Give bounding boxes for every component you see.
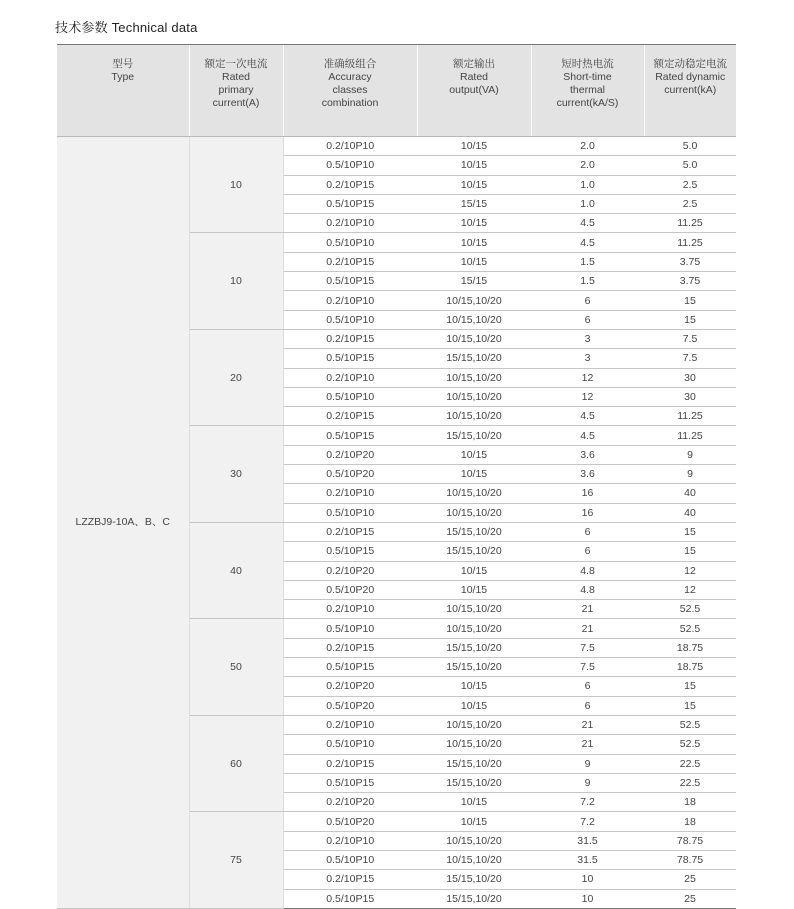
thermal-current-cell: 6 [531,677,644,696]
rated-output-cell: 10/15 [417,812,531,831]
accuracy-class-cell: 0.5/10P15 [283,194,417,213]
thermal-current-cell: 10 [531,889,644,908]
accuracy-class-cell: 0.5/10P20 [283,580,417,599]
accuracy-class-cell: 0.2/10P15 [283,870,417,889]
table-row [57,137,736,156]
header-accuracy-classes: 准确级组合 Accuracy classes combination [283,45,417,137]
thermal-current-cell: 6 [531,542,644,561]
accuracy-class-cell: 0.2/10P10 [283,600,417,619]
accuracy-class-cell: 0.5/10P15 [283,889,417,908]
accuracy-class-cell: 0.5/10P15 [283,658,417,677]
dynamic-current-cell: 3.75 [644,252,736,271]
accuracy-class-cell: 0.2/10P10 [283,214,417,233]
header-rated-dynamic-current: 额定动稳定电流 Rated dynamic current(kA) [644,45,736,137]
rated-output-cell: 10/15 [417,175,531,194]
dynamic-current-cell: 30 [644,368,736,387]
rated-primary-current-cell: 40 [189,522,283,618]
page-title: 技术参数 Technical data [55,20,198,35]
dynamic-current-cell: 52.5 [644,735,736,754]
accuracy-class-cell: 0.2/10P20 [283,445,417,464]
technical-data-table [57,44,736,909]
accuracy-class-cell: 0.5/10P15 [283,272,417,291]
thermal-current-cell: 2.0 [531,137,644,156]
header-type: 型号 Type [57,45,189,137]
dynamic-current-cell: 18.75 [644,658,736,677]
rated-output-cell: 15/15,10/20 [417,870,531,889]
rated-output-cell: 10/15 [417,696,531,715]
thermal-current-cell: 10 [531,870,644,889]
rated-output-cell: 15/15 [417,194,531,213]
rated-output-cell: 10/15,10/20 [417,407,531,426]
rated-output-cell: 10/15,10/20 [417,831,531,850]
rated-output-cell: 10/15 [417,580,531,599]
rated-output-cell: 15/15,10/20 [417,889,531,908]
dynamic-current-cell: 12 [644,580,736,599]
rated-output-cell: 10/15,10/20 [417,310,531,329]
type-cell: LZZBJ9-10A、B、C [57,137,189,909]
rated-output-cell: 10/15,10/20 [417,503,531,522]
dynamic-current-cell: 52.5 [644,600,736,619]
rated-primary-current-cell: 20 [189,329,283,425]
thermal-current-cell: 4.5 [531,407,644,426]
dynamic-current-cell: 78.75 [644,850,736,869]
dynamic-current-cell: 78.75 [644,831,736,850]
dynamic-current-cell: 5.0 [644,137,736,156]
rated-output-cell: 15/15,10/20 [417,542,531,561]
accuracy-class-cell: 0.2/10P20 [283,561,417,580]
accuracy-class-cell: 0.2/10P15 [283,175,417,194]
dynamic-current-cell: 18 [644,793,736,812]
accuracy-class-cell: 0.5/10P20 [283,812,417,831]
accuracy-class-cell: 0.5/10P10 [283,233,417,252]
accuracy-class-cell: 0.5/10P15 [283,426,417,445]
dynamic-current-cell: 11.25 [644,426,736,445]
thermal-current-cell: 4.5 [531,426,644,445]
dynamic-current-cell: 25 [644,870,736,889]
thermal-current-cell: 12 [531,387,644,406]
accuracy-class-cell: 0.5/10P10 [283,735,417,754]
rated-output-cell: 15/15,10/20 [417,349,531,368]
dynamic-current-cell: 2.5 [644,175,736,194]
accuracy-class-cell: 0.5/10P10 [283,156,417,175]
dynamic-current-cell: 40 [644,503,736,522]
thermal-current-cell: 7.2 [531,812,644,831]
thermal-current-cell: 7.2 [531,793,644,812]
thermal-current-cell: 6 [531,696,644,715]
rated-output-cell: 10/15,10/20 [417,329,531,348]
dynamic-current-cell: 15 [644,696,736,715]
thermal-current-cell: 6 [531,291,644,310]
thermal-current-cell: 6 [531,522,644,541]
rated-output-cell: 10/15,10/20 [417,735,531,754]
rated-output-cell: 10/15 [417,156,531,175]
header-row [57,45,736,137]
rated-output-cell: 10/15,10/20 [417,484,531,503]
thermal-current-cell: 7.5 [531,658,644,677]
thermal-current-cell: 3 [531,329,644,348]
thermal-current-cell: 1.5 [531,272,644,291]
accuracy-class-cell: 0.2/10P20 [283,677,417,696]
dynamic-current-cell: 11.25 [644,407,736,426]
dynamic-current-cell: 9 [644,445,736,464]
dynamic-current-cell: 9 [644,465,736,484]
dynamic-current-cell: 18.75 [644,638,736,657]
dynamic-current-cell: 15 [644,522,736,541]
thermal-current-cell: 3.6 [531,445,644,464]
dynamic-current-cell: 15 [644,677,736,696]
rated-output-cell: 10/15 [417,793,531,812]
dynamic-current-cell: 52.5 [644,715,736,734]
accuracy-class-cell: 0.5/10P15 [283,773,417,792]
thermal-current-cell: 4.8 [531,561,644,580]
dynamic-current-cell: 22.5 [644,754,736,773]
rated-output-cell: 10/15 [417,677,531,696]
dynamic-current-cell: 2.5 [644,194,736,213]
thermal-current-cell: 31.5 [531,831,644,850]
thermal-current-cell: 4.5 [531,214,644,233]
header-short-time-thermal-current: 短时热电流 Short-time thermal current(kA/S) [531,45,644,137]
thermal-current-cell: 6 [531,310,644,329]
rated-primary-current-cell: 10 [189,137,283,233]
rated-primary-current-cell: 10 [189,233,283,329]
rated-output-cell: 10/15,10/20 [417,850,531,869]
rated-output-cell: 10/15 [417,561,531,580]
rated-primary-current-cell: 50 [189,619,283,715]
dynamic-current-cell: 30 [644,387,736,406]
accuracy-class-cell: 0.2/10P10 [283,831,417,850]
thermal-current-cell: 21 [531,715,644,734]
rated-primary-current-cell: 60 [189,715,283,811]
thermal-current-cell: 4.8 [531,580,644,599]
thermal-current-cell: 12 [531,368,644,387]
rated-output-cell: 10/15,10/20 [417,619,531,638]
dynamic-current-cell: 25 [644,889,736,908]
rated-output-cell: 15/15,10/20 [417,522,531,541]
rated-output-cell: 15/15,10/20 [417,426,531,445]
thermal-current-cell: 21 [531,600,644,619]
rated-output-cell: 10/15,10/20 [417,387,531,406]
thermal-current-cell: 1.0 [531,194,644,213]
thermal-current-cell: 3.6 [531,465,644,484]
rated-output-cell: 10/15 [417,137,531,156]
dynamic-current-cell: 18 [644,812,736,831]
thermal-current-cell: 31.5 [531,850,644,869]
dynamic-current-cell: 15 [644,542,736,561]
thermal-current-cell: 7.5 [531,638,644,657]
rated-output-cell: 10/15 [417,445,531,464]
thermal-current-cell: 1.5 [531,252,644,271]
thermal-current-cell: 1.0 [531,175,644,194]
rated-output-cell: 10/15 [417,465,531,484]
thermal-current-cell: 3 [531,349,644,368]
accuracy-class-cell: 0.2/10P15 [283,329,417,348]
dynamic-current-cell: 22.5 [644,773,736,792]
accuracy-class-cell: 0.2/10P20 [283,793,417,812]
thermal-current-cell: 21 [531,735,644,754]
dynamic-current-cell: 7.5 [644,349,736,368]
accuracy-class-cell: 0.5/10P10 [283,850,417,869]
rated-output-cell: 10/15 [417,252,531,271]
thermal-current-cell: 9 [531,773,644,792]
header-rated-primary-current: 额定一次电流 Rated primary current(A) [189,45,283,137]
dynamic-current-cell: 12 [644,561,736,580]
dynamic-current-cell: 3.75 [644,272,736,291]
accuracy-class-cell: 0.2/10P15 [283,754,417,773]
thermal-current-cell: 4.5 [531,233,644,252]
thermal-current-cell: 9 [531,754,644,773]
rated-output-cell: 10/15,10/20 [417,291,531,310]
dynamic-current-cell: 5.0 [644,156,736,175]
thermal-current-cell: 16 [531,503,644,522]
accuracy-class-cell: 0.2/10P15 [283,407,417,426]
thermal-current-cell: 2.0 [531,156,644,175]
accuracy-class-cell: 0.2/10P10 [283,368,417,387]
thermal-current-cell: 21 [531,619,644,638]
accuracy-class-cell: 0.2/10P15 [283,638,417,657]
rated-output-cell: 15/15,10/20 [417,754,531,773]
rated-output-cell: 15/15,10/20 [417,658,531,677]
accuracy-class-cell: 0.2/10P10 [283,137,417,156]
accuracy-class-cell: 0.2/10P10 [283,484,417,503]
accuracy-class-cell: 0.5/10P15 [283,349,417,368]
rated-output-cell: 10/15 [417,214,531,233]
rated-output-cell: 10/15 [417,233,531,252]
accuracy-class-cell: 0.5/10P10 [283,310,417,329]
rated-primary-current-cell: 30 [189,426,283,522]
dynamic-current-cell: 11.25 [644,214,736,233]
dynamic-current-cell: 40 [644,484,736,503]
rated-output-cell: 10/15,10/20 [417,715,531,734]
accuracy-class-cell: 0.5/10P20 [283,465,417,484]
accuracy-class-cell: 0.5/10P15 [283,542,417,561]
accuracy-class-cell: 0.5/10P10 [283,619,417,638]
dynamic-current-cell: 15 [644,291,736,310]
dynamic-current-cell: 52.5 [644,619,736,638]
rated-output-cell: 15/15,10/20 [417,773,531,792]
accuracy-class-cell: 0.5/10P10 [283,387,417,406]
accuracy-class-cell: 0.5/10P20 [283,696,417,715]
rated-output-cell: 15/15,10/20 [417,638,531,657]
accuracy-class-cell: 0.2/10P15 [283,252,417,271]
dynamic-current-cell: 11.25 [644,233,736,252]
rated-output-cell: 10/15,10/20 [417,600,531,619]
accuracy-class-cell: 0.2/10P10 [283,291,417,310]
accuracy-class-cell: 0.5/10P10 [283,503,417,522]
accuracy-class-cell: 0.2/10P15 [283,522,417,541]
rated-primary-current-cell: 75 [189,812,283,908]
accuracy-class-cell: 0.2/10P10 [283,715,417,734]
rated-output-cell: 10/15,10/20 [417,368,531,387]
rated-output-cell: 15/15 [417,272,531,291]
header-rated-output: 额定输出 Rated output(VA) [417,45,531,137]
dynamic-current-cell: 15 [644,310,736,329]
dynamic-current-cell: 7.5 [644,329,736,348]
table-body [57,137,736,909]
thermal-current-cell: 16 [531,484,644,503]
